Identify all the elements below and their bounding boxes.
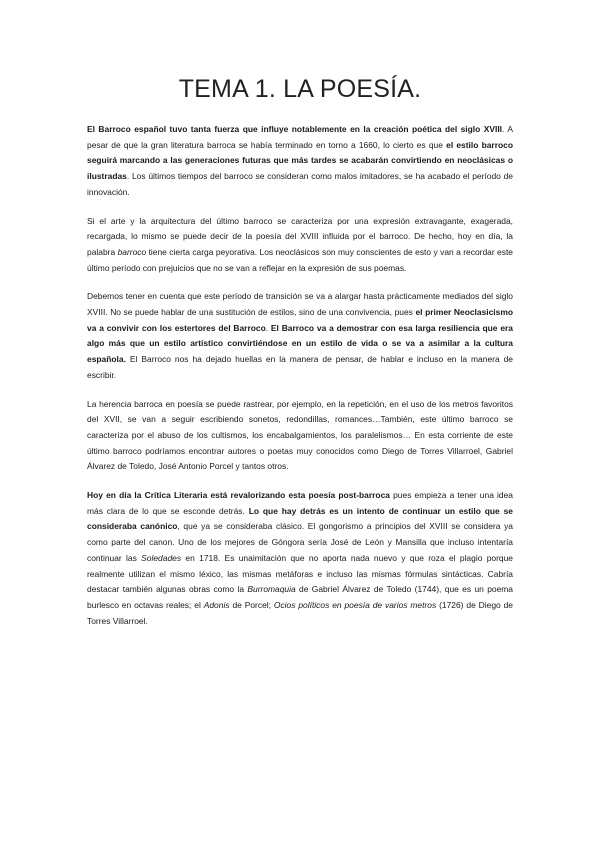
paragraph-5-text-4: de Gabriel Álvarez de Toledo (1744), que es un poema burlesco en octavas reales; el <box>87 584 513 610</box>
paragraph-5-italic-3: Adonis <box>203 599 230 610</box>
paragraph-5-text-2: , que ya se consideraba clásico. El gongorismo a principios del XVIII se considera ya como parte del canon. Uno de los mejores de Góngora sería José de León y Mansilla que incluso intentaría continuar las <box>87 521 514 563</box>
paragraph-1-text-2: . Los últimos tiempos del barroco se consideran como malos imitadores, se ha acabado el período de innovación. <box>87 171 513 197</box>
paragraph-4 <box>87 397 513 476</box>
paragraph-2 <box>87 214 513 277</box>
paragraph-3-text-2: . <box>265 322 271 333</box>
paragraph-2-text-2: tiene cierta carga peyorativa. Los neoclásicos son muy conscientes de esto y van a recordar este último período con prejuicios que no se van a reflejar en la expresión de sus poemas. <box>87 246 513 273</box>
paragraph-3-bold-2: El Barroco va a demostrar con esa larga resiliencia que era algo más que un estilo artístico convirtiéndose en un estilo de vida o se va a asimilar a la cultura española. <box>87 322 513 365</box>
paragraph-5-text-6: (1726) de Diego de Torres Villarroel. <box>87 599 513 626</box>
paragraph-5-italic-2: Burromaquia <box>247 584 296 595</box>
paragraph-5-italic-4: Ocios políticos en poesía de varios metros <box>273 599 437 610</box>
paragraph-5-text-5: de Porcel; <box>229 599 274 610</box>
paragraph-5-bold-2: Lo que hay detrás es un intento de continuar un estilo que se consideraba canónico <box>87 505 513 532</box>
paragraph-5-bold-1: Hoy en día la Crítica Literaria está revalorizando esta poesía post-barroca <box>87 490 390 501</box>
paragraph-3 <box>87 289 513 383</box>
paragraph-2-text-1: Si el arte y la arquitectura del último barroco se caracteriza por una expresión extravagante, exagerada, recargada, lo mismo se puede decir de la poesía del XVIII influida por el barroco. De hecho, hoy en día, la palabra <box>87 215 513 257</box>
paragraph-4-text-1: La herencia barroca en poesía se puede rastrear, por ejemplo, en la repetición, en el uso de los metros favoritos del XVII, se van a seguir escribiendo sonetos, redondillas, romances…También, este último barroco se caracteriza por el abuso de los cultismos, los encabalgamientos, los paralelismos… En esta corriente de este último barroco podríamos encontrar autores o poetas muy conocidos como Diego de Torres Villarroel, Gabriel Álvarez de Toledo, José Antonio Porcel y tantos otros. <box>87 398 513 472</box>
paragraph-5-italic-1: Soledades <box>141 552 182 563</box>
paragraph-5-text-1: pues empieza a tener una idea más clara de lo que se esconde detrás. <box>87 490 513 516</box>
paragraph-1-text-1: . A pesar de que la gran literatura barroca se había terminado en torno a 1660, lo cierto es que <box>87 124 513 150</box>
paragraph-1-bold-1: El Barroco español tuvo tanta fuerza que influye notablemente en la creación poética del siglo XVIII <box>87 124 503 134</box>
paragraph-3-text-1: Debemos tener en cuenta que este período de transición se va a alargar hasta prácticamente mediados del siglo XVIII. No se puede hablar de una sustitución de estilos, sino de una convivencia, pues <box>87 291 513 318</box>
paragraph-3-text-3: El Barroco nos ha dejado huellas en la manera de pensar, de hablar e incluso en la manera de escribir. <box>87 354 513 380</box>
paragraph-2-italic-1: barroco <box>117 246 147 257</box>
paragraph-1 <box>87 122 513 201</box>
paragraph-5 <box>87 488 513 629</box>
page-title: TEMA 1. LA POESÍA. <box>178 75 422 103</box>
paragraph-1-bold-2: el estilo barroco seguirá marcando a las generaciones futuras que más tardes se acabarán convirtiendo en neoclásicas o ilustradas <box>87 139 514 182</box>
paragraph-5-text-3: en 1718. Es unaimitación que no aporta nada nuevo y que roza el plagio porque realmente utilizan el mismo léxico, las mismas metáforas e incluso las mismas fórmulas sintácticas. Cabría destacar también algunas obras como la <box>87 552 513 595</box>
paragraph-3-bold-1: el primer Neoclasicismo va a convivir con los estertores del Barroco <box>87 307 513 333</box>
